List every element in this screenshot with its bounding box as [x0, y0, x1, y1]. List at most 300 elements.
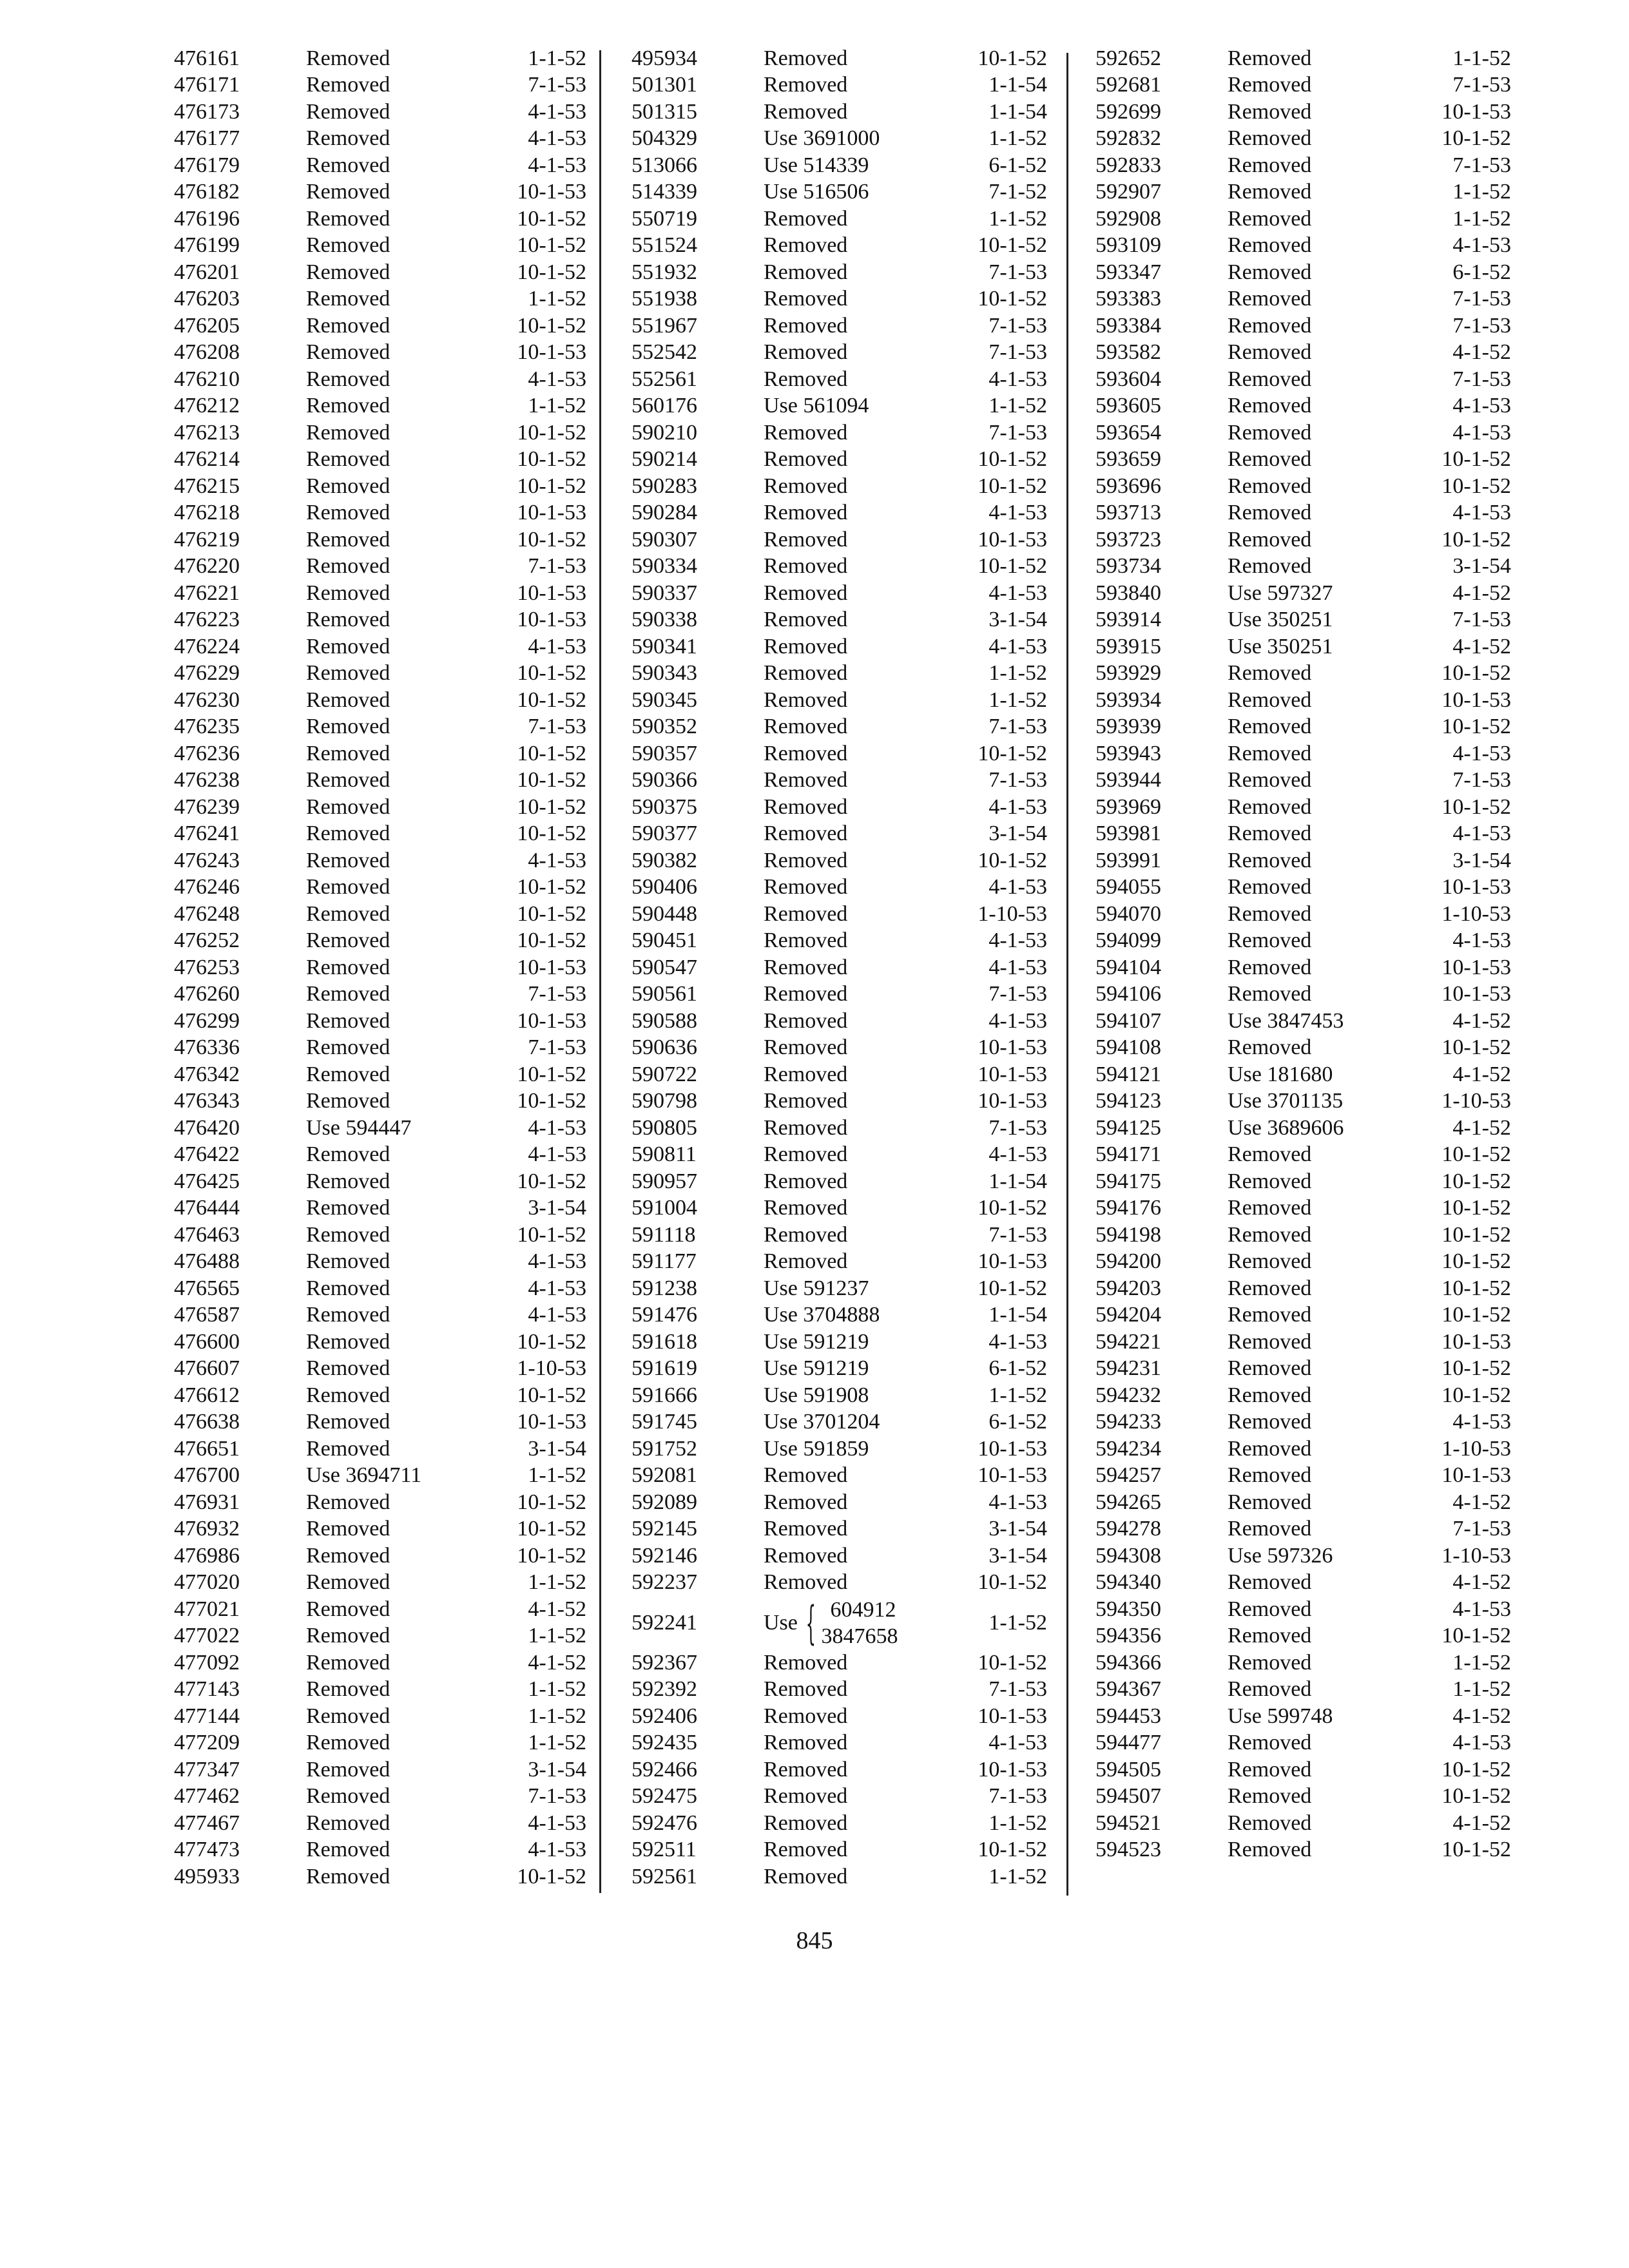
- part-number: 594367: [1095, 1677, 1161, 1702]
- part-number: 590957: [631, 1169, 697, 1193]
- table-row: [631, 233, 1047, 260]
- table-row: [174, 152, 586, 179]
- effective-date: 3-1-54: [528, 1436, 586, 1461]
- part-number: 551967: [631, 313, 697, 338]
- table-row: [631, 1810, 1047, 1837]
- effective-date: 10-1-52: [517, 1169, 586, 1193]
- part-number: 594123: [1095, 1089, 1161, 1113]
- action: Removed: [1228, 1490, 1312, 1514]
- brace-icon: {: [805, 1596, 816, 1649]
- action: Removed: [1228, 794, 1312, 819]
- part-number: 501315: [631, 99, 697, 124]
- effective-date: 1-1-54: [988, 1303, 1047, 1327]
- action: Removed: [764, 1035, 848, 1060]
- table-row: [631, 954, 1047, 981]
- effective-date: 4-1-53: [528, 367, 586, 391]
- effective-date: 10-1-52: [1441, 1276, 1511, 1300]
- effective-date: 10-1-52: [978, 1838, 1047, 1862]
- part-number: 590210: [631, 420, 697, 445]
- effective-date: 1-10-53: [517, 1356, 586, 1381]
- effective-date: 6-1-52: [988, 1410, 1047, 1434]
- part-number: 592681: [1095, 73, 1161, 97]
- action: Removed: [764, 848, 848, 872]
- effective-date: 10-1-52: [517, 420, 586, 445]
- effective-date: 10-1-53: [1441, 1329, 1511, 1354]
- table-row: [1095, 928, 1511, 955]
- action: Removed: [306, 1490, 390, 1514]
- effective-date: 4-1-52: [1452, 634, 1511, 658]
- action: Removed: [306, 768, 390, 793]
- action: Removed: [1228, 1035, 1312, 1060]
- effective-date: 4-1-53: [528, 1838, 586, 1862]
- part-number: 594265: [1095, 1490, 1161, 1514]
- table-row: [1095, 901, 1511, 928]
- effective-date: 10-1-53: [978, 1062, 1047, 1086]
- part-number: 590284: [631, 501, 697, 525]
- effective-date: 10-1-52: [517, 901, 586, 926]
- table-row: [1095, 45, 1511, 72]
- table-row: [631, 1463, 1047, 1490]
- effective-date: 10-1-52: [1441, 126, 1511, 151]
- action: Removed: [1228, 1811, 1312, 1835]
- table-row: [631, 874, 1047, 901]
- action: Removed: [764, 1089, 848, 1113]
- action: Removed: [1228, 875, 1312, 899]
- effective-date: 4-1-52: [528, 1650, 586, 1675]
- action: Removed: [1228, 1196, 1312, 1220]
- action: Removed: [1228, 901, 1312, 926]
- table-row: [174, 500, 586, 527]
- part-number: 495933: [174, 1864, 240, 1888]
- action: Use 599748: [1228, 1704, 1333, 1728]
- part-number: 476210: [174, 367, 240, 391]
- action: Removed: [306, 206, 390, 231]
- table-row: [1095, 233, 1511, 260]
- effective-date: 4-1-52: [1452, 581, 1511, 605]
- part-number: 552561: [631, 367, 697, 391]
- effective-date: 4-1-52: [1452, 340, 1511, 365]
- action: Removed: [306, 955, 390, 979]
- part-number: 592466: [631, 1757, 697, 1782]
- action: Removed: [306, 153, 390, 177]
- action: Removed: [764, 554, 848, 579]
- effective-date: 10-1-52: [978, 848, 1047, 872]
- table-row: [1095, 660, 1511, 687]
- part-number: 477209: [174, 1731, 240, 1755]
- effective-date: 10-1-52: [978, 233, 1047, 258]
- part-number: 476299: [174, 1008, 240, 1033]
- effective-date: 7-1-53: [988, 1222, 1047, 1247]
- part-number: 594175: [1095, 1169, 1161, 1193]
- table-row: [631, 553, 1047, 581]
- action: Removed: [1228, 1463, 1312, 1488]
- effective-date: 1-1-52: [528, 1570, 586, 1595]
- effective-date: 10-1-52: [517, 822, 586, 846]
- action: Removed: [1228, 1838, 1312, 1862]
- table-row: [631, 72, 1047, 99]
- effective-date: 3-1-54: [1452, 554, 1511, 579]
- action: Removed: [306, 848, 390, 872]
- part-number: 594171: [1095, 1142, 1161, 1167]
- table-row: [174, 1703, 586, 1730]
- action: Removed: [1228, 180, 1312, 204]
- table-row: [1095, 714, 1511, 741]
- action: Removed: [1228, 848, 1312, 872]
- action: Removed: [306, 1704, 390, 1728]
- part-number: 477143: [174, 1677, 240, 1702]
- action: Removed: [764, 287, 848, 311]
- part-number: 590547: [631, 955, 697, 979]
- action: Removed: [306, 741, 390, 765]
- effective-date: 10-1-53: [1441, 687, 1511, 712]
- table-row: [1095, 1061, 1511, 1088]
- action: Removed: [1228, 340, 1312, 365]
- effective-date: 3-1-54: [528, 1196, 586, 1220]
- effective-date: 1-1-52: [988, 394, 1047, 418]
- action: Removed: [1228, 661, 1312, 686]
- table-row: [1095, 419, 1511, 447]
- part-number: 594366: [1095, 1650, 1161, 1675]
- table-column-3: [1095, 45, 1511, 1863]
- effective-date: 4-1-53: [528, 634, 586, 658]
- part-number: 504329: [631, 126, 697, 151]
- table-row: [174, 1516, 586, 1543]
- effective-date: 4-1-53: [988, 1731, 1047, 1755]
- part-number: 590375: [631, 794, 697, 819]
- action: Removed: [1228, 741, 1312, 765]
- part-number: 477473: [174, 1838, 240, 1862]
- part-number: 590341: [631, 634, 697, 658]
- table-row: [174, 366, 586, 393]
- part-number: 476425: [174, 1169, 240, 1193]
- part-number: 476343: [174, 1089, 240, 1113]
- part-number: 594106: [1095, 982, 1161, 1006]
- table-row: [631, 152, 1047, 179]
- action: Removed: [1228, 1436, 1312, 1461]
- action: Removed: [764, 313, 848, 338]
- part-number: 590214: [631, 447, 697, 472]
- part-number: 594233: [1095, 1410, 1161, 1434]
- table-row: [174, 1570, 586, 1597]
- action: Removed: [306, 982, 390, 1006]
- part-number: 593383: [1095, 287, 1161, 311]
- action: Removed: [1228, 1329, 1312, 1354]
- action: Use 591219: [764, 1329, 869, 1354]
- effective-date: 4-1-53: [1452, 233, 1511, 258]
- effective-date: 10-1-52: [517, 794, 586, 819]
- effective-date: 10-1-52: [978, 1276, 1047, 1300]
- part-number: 476215: [174, 474, 240, 498]
- action: Removed: [764, 687, 848, 712]
- part-number: 476444: [174, 1196, 240, 1220]
- part-number: 594203: [1095, 1276, 1161, 1300]
- part-number: 593991: [1095, 848, 1161, 872]
- part-number: 591177: [631, 1249, 697, 1274]
- table-row: [174, 1168, 586, 1195]
- effective-date: 1-10-53: [1441, 1089, 1511, 1113]
- replacement-list: [821, 1597, 898, 1649]
- part-number: 593696: [1095, 474, 1161, 498]
- effective-date: 4-1-53: [988, 875, 1047, 899]
- effective-date: 10-1-53: [978, 1089, 1047, 1113]
- effective-date: 3-1-54: [988, 822, 1047, 846]
- table-row: [631, 126, 1047, 153]
- effective-date: 7-1-53: [988, 715, 1047, 739]
- part-number: 476239: [174, 794, 240, 819]
- part-number: 501301: [631, 73, 697, 97]
- table-row: [1095, 286, 1511, 313]
- action: Removed: [764, 527, 848, 552]
- action: Removed: [306, 1276, 390, 1300]
- table-row: [174, 393, 586, 420]
- action: Removed: [306, 1624, 390, 1648]
- table-row: [174, 1649, 586, 1677]
- effective-date: 10-1-52: [1441, 1383, 1511, 1407]
- action: Removed: [306, 661, 390, 686]
- action: Removed: [306, 1142, 390, 1167]
- part-number: 594477: [1095, 1731, 1161, 1755]
- effective-date: 3-1-54: [988, 608, 1047, 632]
- table-row: [1095, 1596, 1511, 1623]
- part-number: 592241: [631, 1610, 697, 1635]
- table-row: [631, 419, 1047, 447]
- effective-date: 4-1-53: [988, 955, 1047, 979]
- table-row: [1095, 1168, 1511, 1195]
- table-row: [174, 1142, 586, 1169]
- table-row: [174, 1837, 586, 1864]
- part-number: 513066: [631, 153, 697, 177]
- effective-date: 10-1-53: [517, 1008, 586, 1033]
- table-row: [631, 687, 1047, 714]
- part-number: 591619: [631, 1356, 697, 1381]
- action: Removed: [306, 1543, 390, 1568]
- table-row: [631, 580, 1047, 607]
- action: Removed: [764, 447, 848, 472]
- part-number: 476607: [174, 1356, 240, 1381]
- action: Removed: [306, 608, 390, 632]
- action: Removed: [306, 1008, 390, 1033]
- table-row: [174, 286, 586, 313]
- table-row: [1095, 1249, 1511, 1276]
- effective-date: 7-1-53: [1452, 313, 1511, 338]
- table-row: [1095, 126, 1511, 153]
- part-number: 590338: [631, 608, 697, 632]
- table-row: [631, 740, 1047, 767]
- action: Removed: [1228, 73, 1312, 97]
- part-number: 592699: [1095, 99, 1161, 124]
- action: Removed: [764, 73, 848, 97]
- effective-date: 4-1-52: [1452, 1115, 1511, 1140]
- effective-date: 1-1-52: [1452, 1677, 1511, 1702]
- effective-date: 7-1-53: [528, 715, 586, 739]
- table-row: [1095, 393, 1511, 420]
- part-number: 590337: [631, 581, 697, 605]
- action: Removed: [764, 634, 848, 658]
- part-number: 593969: [1095, 794, 1161, 819]
- table-row: [1095, 206, 1511, 233]
- table-row: [174, 1061, 586, 1088]
- table-row: [631, 45, 1047, 72]
- table-row: [1095, 259, 1511, 286]
- action: Removed: [306, 501, 390, 525]
- effective-date: 10-1-53: [517, 340, 586, 365]
- action: Removed: [764, 1008, 848, 1033]
- table-row: [631, 1489, 1047, 1516]
- table-row: [174, 901, 586, 928]
- table-row: [631, 1409, 1047, 1436]
- action: Use 597327: [1228, 581, 1333, 605]
- effective-date: 7-1-53: [988, 1115, 1047, 1140]
- table-row: [631, 1302, 1047, 1329]
- effective-date: 7-1-53: [988, 420, 1047, 445]
- table-row: [174, 1035, 586, 1062]
- effective-date: 4-1-53: [1452, 741, 1511, 765]
- part-number: 592081: [631, 1463, 697, 1488]
- action: Removed: [306, 1731, 390, 1755]
- effective-date: 4-1-52: [1452, 1062, 1511, 1086]
- part-number: 560176: [631, 394, 697, 418]
- part-number: 590357: [631, 741, 697, 765]
- action: Removed: [1228, 1303, 1312, 1327]
- part-number: 593723: [1095, 527, 1161, 552]
- part-number: 590636: [631, 1035, 697, 1060]
- part-number: 592511: [631, 1838, 697, 1862]
- action: Removed: [1228, 1757, 1312, 1782]
- part-number: 476221: [174, 581, 240, 605]
- part-number: 594350: [1095, 1597, 1161, 1621]
- part-number: 590382: [631, 848, 697, 872]
- action: Removed: [1228, 1383, 1312, 1407]
- action: Removed: [764, 741, 848, 765]
- action: Removed: [306, 180, 390, 204]
- part-number: 594108: [1095, 1035, 1161, 1060]
- part-number: 593914: [1095, 608, 1161, 632]
- part-number: 594453: [1095, 1704, 1161, 1728]
- effective-date: 10-1-52: [517, 1089, 586, 1113]
- part-number: 550719: [631, 206, 697, 231]
- table-row: [174, 1677, 586, 1704]
- part-number: 591666: [631, 1383, 697, 1407]
- effective-date: 10-1-53: [1441, 875, 1511, 899]
- table-row: [174, 767, 586, 794]
- table-row: [174, 1356, 586, 1383]
- action: Removed: [764, 474, 848, 498]
- action: Removed: [1228, 233, 1312, 258]
- part-number: 476235: [174, 715, 240, 739]
- table-row: [631, 1168, 1047, 1195]
- part-number: 591238: [631, 1276, 697, 1300]
- table-row: [1095, 1810, 1511, 1837]
- action: Removed: [764, 206, 848, 231]
- action: Removed: [764, 46, 848, 70]
- table-row: [1095, 72, 1511, 99]
- effective-date: 6-1-52: [988, 1356, 1047, 1381]
- part-number: 476260: [174, 982, 240, 1006]
- part-number: 594070: [1095, 901, 1161, 926]
- effective-date: 7-1-53: [528, 982, 586, 1006]
- effective-date: 4-1-53: [528, 1811, 586, 1835]
- table-row: [631, 1649, 1047, 1677]
- effective-date: 4-1-53: [1452, 1731, 1511, 1755]
- part-number: 476600: [174, 1329, 240, 1354]
- effective-date: 10-1-53: [978, 1463, 1047, 1488]
- effective-date: 10-1-53: [978, 1436, 1047, 1461]
- action: Removed: [306, 1303, 390, 1327]
- part-number: 476587: [174, 1303, 240, 1327]
- part-number: 592089: [631, 1490, 697, 1514]
- table-row: [174, 179, 586, 206]
- table-row: [1095, 1409, 1511, 1436]
- part-number: 590805: [631, 1115, 697, 1140]
- effective-date: 1-1-52: [988, 1811, 1047, 1835]
- table-row: [1095, 312, 1511, 340]
- effective-date: 7-1-53: [528, 1784, 586, 1809]
- effective-date: 1-1-52: [1452, 46, 1511, 70]
- effective-date: 10-1-52: [1441, 1624, 1511, 1648]
- action: Removed: [764, 581, 848, 605]
- action: Removed: [306, 1089, 390, 1113]
- action: Removed: [1228, 367, 1312, 391]
- action: Removed: [306, 928, 390, 953]
- part-number: 477022: [174, 1624, 240, 1648]
- effective-date: 10-1-52: [517, 1383, 586, 1407]
- table-row: [1095, 1783, 1511, 1811]
- action: Removed: [764, 1062, 848, 1086]
- effective-date: 10-1-52: [978, 474, 1047, 498]
- effective-date: 10-1-52: [1441, 474, 1511, 498]
- action: Removed: [764, 1115, 848, 1140]
- action: Removed: [306, 367, 390, 391]
- action: Removed: [1228, 447, 1312, 472]
- action: Removed: [1228, 474, 1312, 498]
- action: Removed: [306, 99, 390, 124]
- part-number: 592145: [631, 1517, 697, 1541]
- effective-date: 10-1-52: [517, 875, 586, 899]
- table-row: [1095, 1302, 1511, 1329]
- part-number: 477092: [174, 1650, 240, 1675]
- table-row: [631, 1837, 1047, 1864]
- table-row: [631, 473, 1047, 500]
- table-row: [1095, 1756, 1511, 1783]
- part-number: 594204: [1095, 1303, 1161, 1327]
- action: Removed: [1228, 46, 1312, 70]
- effective-date: 4-1-53: [988, 1142, 1047, 1167]
- action: Removed: [306, 901, 390, 926]
- action: Removed: [1228, 206, 1312, 231]
- action: Removed: [764, 608, 848, 632]
- table-row: [174, 714, 586, 741]
- effective-date: 10-1-52: [1441, 1757, 1511, 1782]
- part-number: 590451: [631, 928, 697, 953]
- part-number: 476253: [174, 955, 240, 979]
- table-row: [174, 1489, 586, 1516]
- part-number: 476932: [174, 1517, 240, 1541]
- table-row: [1095, 1035, 1511, 1062]
- table-row: [1095, 179, 1511, 206]
- effective-date: 10-1-52: [1441, 1838, 1511, 1862]
- effective-date: 10-1-53: [978, 1249, 1047, 1274]
- table-row: [631, 312, 1047, 340]
- effective-date: 10-1-52: [1441, 661, 1511, 686]
- action: Removed: [764, 1784, 848, 1809]
- table-row: [631, 1783, 1047, 1811]
- table-row: [174, 233, 586, 260]
- table-row: [631, 1703, 1047, 1730]
- effective-date: 4-1-53: [528, 1303, 586, 1327]
- table-row: [1095, 1542, 1511, 1570]
- page-number: 845: [796, 1927, 833, 1954]
- table-row: [1095, 954, 1511, 981]
